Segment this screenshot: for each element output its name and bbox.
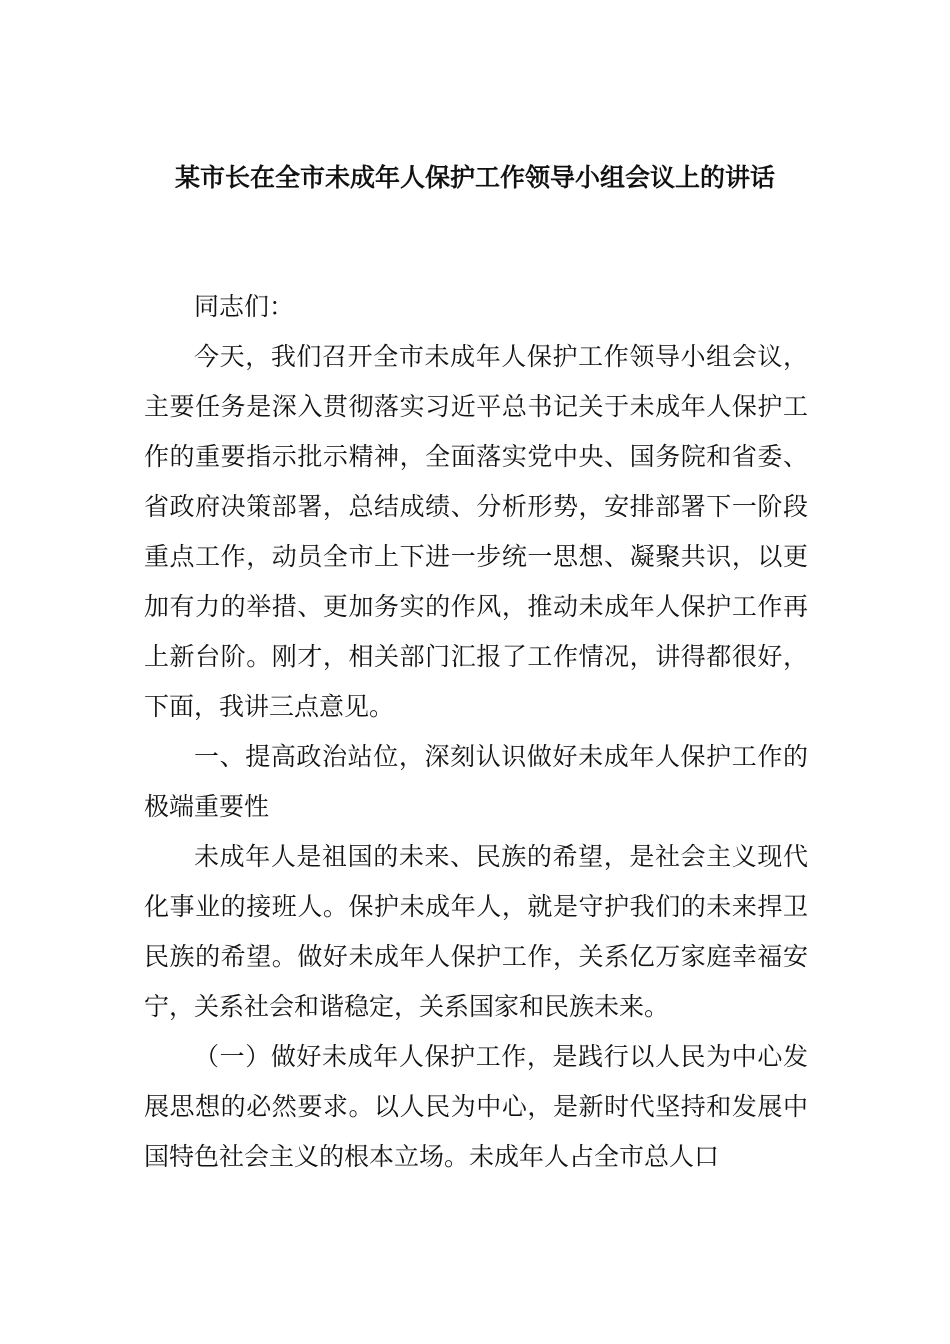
section-heading: 一、提高政治站位，深刻认识做好未成年人保护工作的极端重要性 — [144, 742, 808, 821]
salutation: 同志们： — [194, 292, 295, 321]
subsection-paragraph: （一）做好未成年人保护工作，是践行以人民为中心发展思想的必然要求。以人民为中心，是新时代坚持和发展中国特色社会主义的根本立场。未成年人占全市总人口 — [144, 1042, 808, 1171]
body-paragraph: 未成年人是祖国的未来、民族的希望，是社会主义现代化事业的接班人。保护未成年人，就是守护我们的未来捍卫民族的希望。做好未成年人保护工作，关系亿万家庭幸福安宁，关系社会和谐稳定，关系国家和民族未来。 — [144, 842, 808, 1021]
body-paragraph: 今天，我们召开全市未成年人保护工作领导小组会议，主要任务是深入贯彻落实习近平总书记关于未成年人保护工作的重要指示批示精神，全面落实党中央、国务院和省委、省政府决策部署，总结成绩、分析形势，安排部署下一阶段重点工作，动员全市上下进一步统一思想、凝聚共识，以更加有力的举措、更加务实的作风，推动未成年人保护工作再上新台阶。刚才，相关部门汇报了工作情况，讲得都很好，下面，我讲三点意见。 — [144, 342, 808, 721]
document-title: 某市长在全市未成年人保护工作领导小组会议上的讲话 — [174, 163, 775, 192]
document-body — [144, 282, 808, 1182]
